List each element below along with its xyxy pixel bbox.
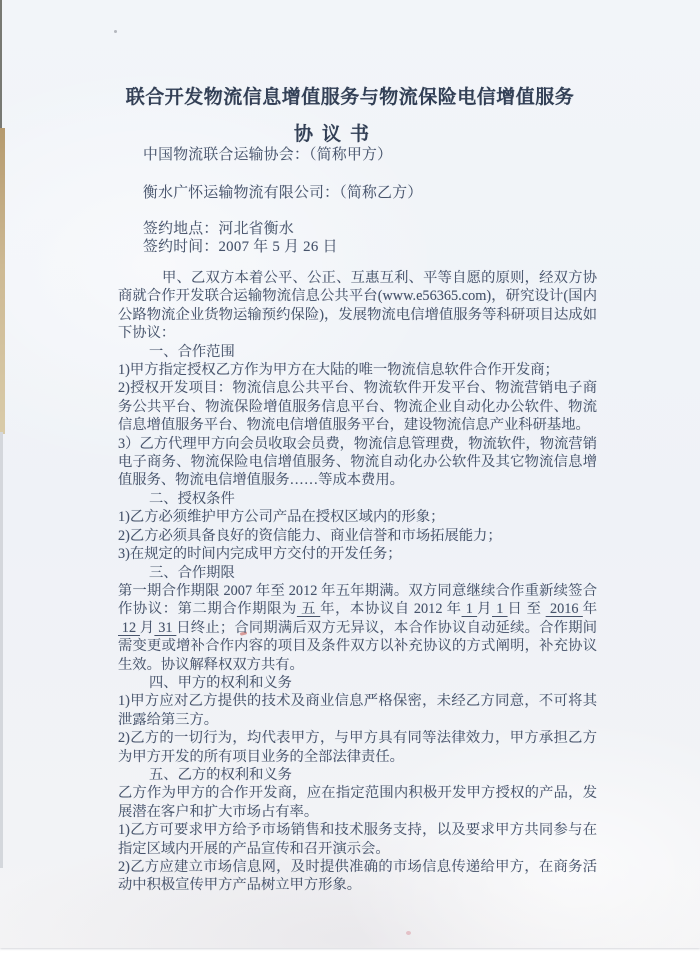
scan-edge-dark-artifact [0,0,2,132]
document-title-line1: 联合开发物流信息增值服务与物流保险电信增值服务 [125,87,575,108]
clause-item: 1)乙方必须维护甲方公司产品在授权区域内的形象； [118,509,445,526]
section-3-heading: 三、合作期限 [149,564,235,581]
clause-duration-paragraph: 第一期合作期限 2007 年至 2012 年五年期满。双方同意继续合作重新续签合作协议：第二期合作期限为 五 年，本协议自 2012 年 1 月 1 日 至 2016 年 12 月 31 日终止；合同期满后双方无异议，本合作协议自动延续。合作期间需变更或增补合作内容的项目及条件双方以补充协议的方式阐明，补充协议生效。协议解释权双方共有。 [118,582,598,673]
clause-item: 1)甲方应对乙方提供的技术及商业信息严格保密，未经乙方同意，不可将其泄露给第三方。 [118,693,597,728]
clause-item: 3）乙方代理甲方向会员收取会员费，物流信息管理费，物流软件，物流营销电子商务、物流保险电信增值服务、物流自动化办公软件及其它物流信息增值服务、物流电信增值服务……等成本费用。 [118,435,597,489]
section-1-heading: 一、合作范围 [149,343,235,360]
scan-pink-speck [406,931,411,935]
section-4-heading: 四、甲方的权利和义务 [149,674,292,691]
clause-item: 1)甲方指定授权乙方作为甲方在大陆的唯一物流信息软件合作开发商； [118,362,559,379]
intro-paragraph: 甲、乙双方本着公平、公正、互惠互利、平等自愿的原则，经双方协商就合作开发联合运输物流信息公共平台(www.e56365.com)，研究设计(国内公路物流企业货物运输预约保险)，发展物流电信增值服务等科研项目达成如下协议： [118,270,597,342]
section-2-heading: 二、授权条件 [149,490,235,507]
clause-item: 2)乙方必须具备良好的资信能力、商业信誉和市场拓展能力； [118,527,502,544]
party-b-line: 衡水广怀运输物流有限公司：（简称乙方） [143,185,423,201]
signing-place: 签约地点：河北省衡水 [143,221,294,237]
section-5-heading: 五、乙方的权利和义务 [149,766,292,783]
scan-gray-speck [114,30,117,33]
scan-edge-tan-artifact [0,128,5,434]
agreement-body [118,269,597,895]
clause-item: 2)授权开发项目：物流信息公共平台、物流软件开发平台、物流营销电子商务公共平台、物流保险增值服务信息平台、物流企业自动化办公软件、物流信息增值服务平台、物流电信增值服务平台，建设物流信息产业科研基地。 [118,380,597,434]
party-a-line: 中国物流联合运输协会：（简称甲方） [143,147,393,163]
clause-item: 1)乙方可要求甲方给予市场销售和技术服务支持，以及要求甲方共同参与在指定区域内开展的产品宣传和召开演示会。 [118,822,597,857]
clause-item: 2)乙方的一切行为，均代表甲方，与甲方具有同等法律效力，甲方承担乙方为甲方开发的所有项目业务的全部法律责任。 [118,730,597,765]
document-title-line2: 协议书 [293,124,378,145]
clause-item: 3)在规定的时间内完成甲方交付的开发任务； [118,546,402,563]
clause-item: 乙方作为甲方的合作开发商，应在指定范围内积极开发甲方授权的产品，发展潜在客户和扩大市场占有率。 [118,785,597,820]
signing-date: 签约时间：2007 年 5 月 26 日 [143,239,338,255]
clause-item: 2)乙方应建立市场信息网，及时提供准确的市场信息传递给甲方，在商务活动中积极宣传甲方产品树立甲方形象。 [118,859,597,894]
scan-edge-gray-artifact [0,432,3,868]
